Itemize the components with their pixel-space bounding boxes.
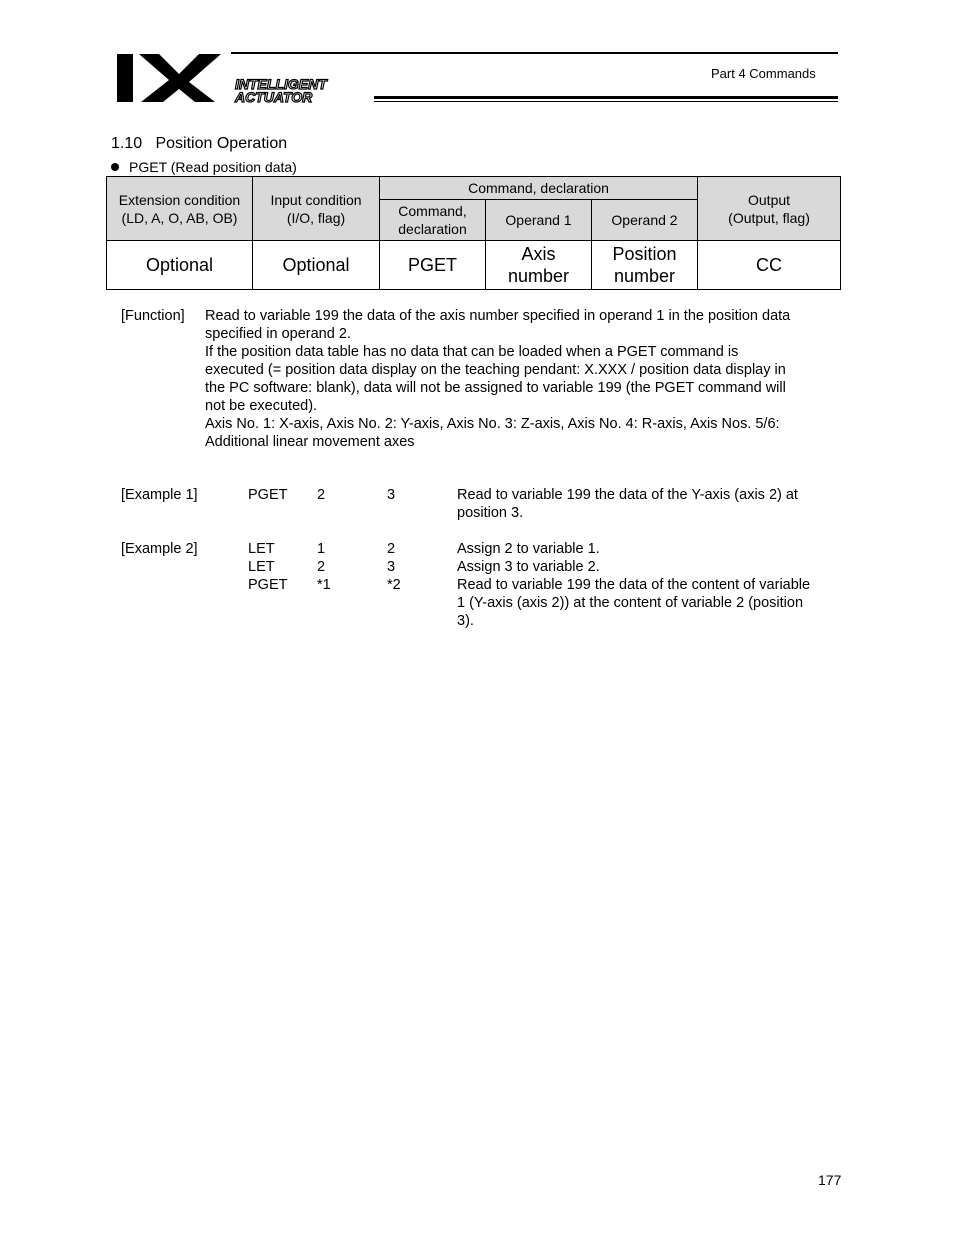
header-rule-bottom-thin [374,101,838,102]
example2-row3-operand1: *1 [317,577,331,593]
command-table [106,176,841,290]
function-line: Axis No. 1: X-axis, Axis No. 2: Y-axis, Axis No. 3: Z-axis, Axis No. 4: R-axis, Axis Nos. 5/6: [205,416,780,432]
header-command-group: Command, declaration [380,177,698,200]
command-bullet [111,159,297,175]
example2-row2-command: LET [248,559,275,575]
part-label: Part 4 Commands [711,66,816,81]
example1-command: PGET [248,487,288,503]
example2-label: [Example 2] [121,541,198,557]
function-line: the PC software: blank), data will not be assigned to variable 199 (the PGET command will [205,380,786,396]
value-command: PGET [380,241,486,290]
section-number: 1.10 [111,135,143,152]
header-rule-top [231,52,838,54]
bullet-icon [111,163,119,171]
example1-description: Read to variable 199 the data of the Y-axis (axis 2) at position 3. [457,487,798,521]
example2-row1-command: LET [248,541,275,557]
example2-row3-command: PGET [248,577,288,593]
example2-row2-operand1: 2 [317,559,326,575]
function-line: Additional linear movement axes [205,434,415,450]
example2-row2-operand2: 3 [387,559,396,575]
function-line: not be executed). [205,398,318,414]
example1-operand2: 3 [387,487,396,503]
header-operand2: Operand 2 [592,200,698,241]
header-input-condition: Input condition (I/O, flag) [253,177,380,241]
value-extension-condition: Optional [107,241,253,290]
function-line: If the position data table has no data that can be loaded when a PGET command is [205,344,739,360]
section-heading [111,135,287,153]
page-number: 177 [818,1172,842,1188]
header-output: Output (Output, flag) [698,177,841,241]
function-line: Read to variable 199 the data of the axis number specified in operand 1 in the position data [205,308,791,324]
example1-label: [Example 1] [121,487,198,503]
function-line: specified in operand 2. [205,326,351,342]
example2-row2-description: Assign 3 to variable 2. [457,559,600,575]
intelligent-actuator-logo [115,52,395,104]
value-operand2: Position number [592,241,698,290]
example2-row3-operand2: *2 [387,577,401,593]
value-operand1: Axis number [486,241,592,290]
example2-row3-description: Read to variable 199 the data of the content of variable 1 (Y-axis (axis 2)) at the content of variable 2 (position 3). [457,577,811,629]
value-input-condition: Optional [253,241,380,290]
function-body [205,307,840,451]
example2-row1-operand1: 1 [317,541,326,557]
header-rule-bottom [374,96,838,99]
value-output: CC [698,241,841,290]
brand-line2: ACTUATOR [235,89,313,104]
example2-row1-operand2: 2 [387,541,396,557]
brand-line1: INTELLIGENT [235,76,327,92]
example1-operand1: 2 [317,487,326,503]
header-command: Command, declaration [380,200,486,241]
header-extension-condition: Extension condition (LD, A, O, AB, OB) [107,177,253,241]
function-label: [Function] [121,308,185,324]
example2-row1-description: Assign 2 to variable 1. [457,541,600,557]
header-operand1: Operand 1 [486,200,592,241]
function-line: executed (= position data display on the teaching pendant: X.XXX / position data display in [205,362,786,378]
command-title: PGET (Read position data) [129,159,297,175]
section-title: Position Operation [155,135,288,152]
